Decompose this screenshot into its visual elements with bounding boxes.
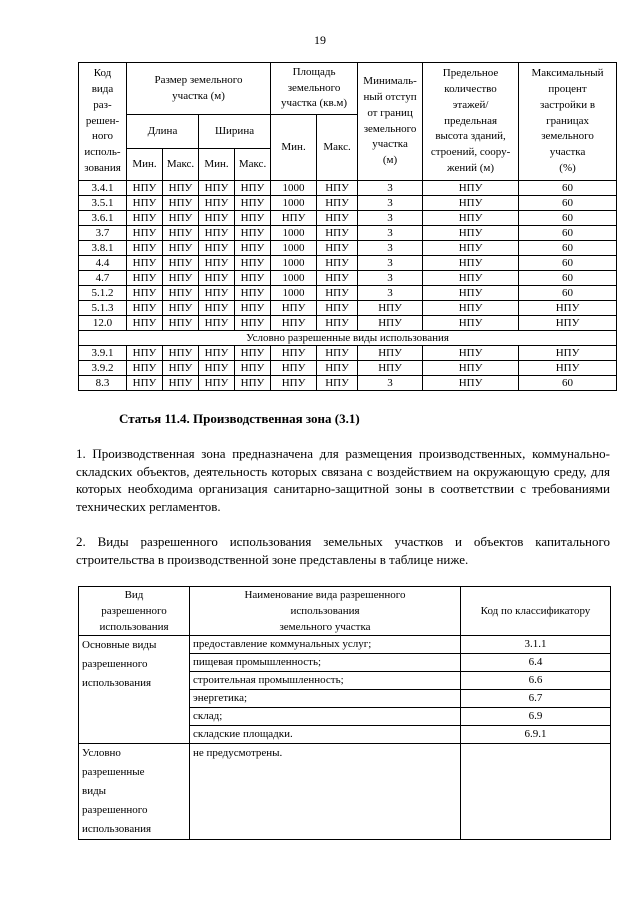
conditional-uses-row: Условно разрешенные виды использования	[79, 331, 617, 346]
table-cell: НПУ	[423, 226, 519, 241]
header-length: Длина	[127, 115, 199, 149]
table-cell: 3	[358, 256, 423, 271]
table-row	[79, 346, 617, 361]
table-row	[79, 196, 617, 211]
table-cell: 1000	[271, 241, 317, 256]
use-code-cell: 4.7	[79, 271, 127, 286]
use-code-cell: 8.3	[79, 376, 127, 391]
use-name-cell: строительная промышленность;	[190, 672, 461, 690]
table-row	[79, 241, 617, 256]
conditional-rows	[79, 346, 617, 391]
table-cell: НПУ	[423, 316, 519, 331]
table-cell: НПУ	[235, 286, 271, 301]
use-code-cell: 12.0	[79, 316, 127, 331]
table-cell: 1000	[271, 196, 317, 211]
use-code-cell: 5.1.2	[79, 286, 127, 301]
table-row	[79, 376, 617, 391]
conditional-uses-value: не предусмотрены.	[190, 744, 461, 840]
table-cell: 60	[519, 256, 617, 271]
table-cell: НПУ	[271, 211, 317, 226]
table-cell: НПУ	[235, 346, 271, 361]
classifier-code-cell: 6.4	[461, 654, 611, 672]
header-area: Площадь земельного участка (кв.м)	[271, 63, 358, 115]
table-cell: НПУ	[423, 211, 519, 226]
table-cell: НПУ	[317, 316, 358, 331]
table-cell: 3	[358, 286, 423, 301]
table-cell: НПУ	[423, 196, 519, 211]
table-cell: НПУ	[199, 271, 235, 286]
table-cell: 3	[358, 226, 423, 241]
parameters-table	[78, 62, 617, 391]
table-row	[79, 286, 617, 301]
table-cell: НПУ	[271, 301, 317, 316]
table-cell: НПУ	[199, 346, 235, 361]
table-cell: НПУ	[317, 241, 358, 256]
header-setback: Минималь- ный отступ от границ земельного участка (м)	[358, 63, 423, 181]
article-heading: Статья 11.4. Производственная зона (3.1)	[119, 411, 360, 426]
table-cell: НПУ	[423, 286, 519, 301]
table-cell: НПУ	[163, 346, 199, 361]
table-cell: 3	[358, 196, 423, 211]
table-cell: НПУ	[235, 196, 271, 211]
table-cell: НПУ	[317, 361, 358, 376]
table-cell: НПУ	[163, 256, 199, 271]
table-cell: 60	[519, 196, 617, 211]
use-code-cell: 3.8.1	[79, 241, 127, 256]
table-cell: НПУ	[317, 376, 358, 391]
table-cell: 60	[519, 241, 617, 256]
table-cell: 1000	[271, 271, 317, 286]
table-cell: НПУ	[127, 196, 163, 211]
table-cell: НПУ	[317, 256, 358, 271]
table-cell: НПУ	[235, 361, 271, 376]
table-cell: НПУ	[235, 181, 271, 196]
table-row	[79, 636, 611, 654]
table-cell: НПУ	[199, 211, 235, 226]
table-cell: НПУ	[423, 256, 519, 271]
table-cell: НПУ	[127, 181, 163, 196]
table-cell: 60	[519, 181, 617, 196]
classifier-code-cell: 3.1.1	[461, 636, 611, 654]
header-use-name: Наименование вида разрешенного использования земельного участка	[190, 587, 461, 636]
use-code-cell: 4.4	[79, 256, 127, 271]
table-cell: НПУ	[163, 376, 199, 391]
table-cell: НПУ	[519, 361, 617, 376]
table-cell: НПУ	[423, 271, 519, 286]
table-cell: НПУ	[358, 316, 423, 331]
table-cell: НПУ	[519, 301, 617, 316]
table-cell: 60	[519, 376, 617, 391]
table-cell: НПУ	[423, 376, 519, 391]
header-floors: Предельное количество этажей/ предельная высота зданий, строений, соору- жений (м)	[423, 63, 519, 181]
table-cell: НПУ	[127, 241, 163, 256]
paragraph-1: 1. Производственная зона предназначена для размещения производственных, коммунально-складских объектов, деятельность которых связана с воздействием на окружающую среду, для которых необходима организация санитарно-защитной зоны в соответствии с требованиями технических регламентов.	[76, 446, 610, 514]
table-cell: НПУ	[199, 301, 235, 316]
table-cell: НПУ	[271, 376, 317, 391]
table-cell: НПУ	[423, 181, 519, 196]
table-cell: НПУ	[127, 361, 163, 376]
table-cell: НПУ	[235, 376, 271, 391]
table-cell: 60	[519, 211, 617, 226]
table-cell: НПУ	[235, 256, 271, 271]
table-cell: НПУ	[199, 226, 235, 241]
table-cell: 3	[358, 376, 423, 391]
table-cell: 1000	[271, 286, 317, 301]
table-cell: НПУ	[235, 226, 271, 241]
main-uses-label: Основные виды разрешенного использования	[79, 636, 190, 744]
table-cell: 1000	[271, 181, 317, 196]
use-code-cell: 3.4.1	[79, 181, 127, 196]
use-name-cell: предоставление коммунальных услуг;	[190, 636, 461, 654]
table-cell: НПУ	[317, 286, 358, 301]
conditional-uses-label: Условно разрешенные виды разрешенного использования	[79, 744, 190, 840]
table-cell: 60	[519, 226, 617, 241]
table-cell: НПУ	[127, 301, 163, 316]
table-cell: НПУ	[127, 211, 163, 226]
table-cell: 60	[519, 286, 617, 301]
table-cell: НПУ	[199, 196, 235, 211]
table-cell: НПУ	[519, 346, 617, 361]
table-cell: НПУ	[271, 361, 317, 376]
table-row	[79, 256, 617, 271]
header-use-type: Вид разрешенного использования	[79, 587, 190, 636]
table-row	[79, 226, 617, 241]
table-cell: НПУ	[423, 301, 519, 316]
table-cell: НПУ	[519, 316, 617, 331]
table-cell: НПУ	[163, 286, 199, 301]
table-cell: НПУ	[163, 196, 199, 211]
table-cell: НПУ	[358, 346, 423, 361]
table-cell: НПУ	[235, 211, 271, 226]
table-row	[79, 181, 617, 196]
table-cell: НПУ	[127, 346, 163, 361]
table-row	[79, 361, 617, 376]
table-cell: НПУ	[423, 346, 519, 361]
table-cell: НПУ	[199, 316, 235, 331]
table-cell: НПУ	[423, 241, 519, 256]
use-name-cell: склад;	[190, 708, 461, 726]
table-cell: НПУ	[127, 316, 163, 331]
use-name-cell: пищевая промышленность;	[190, 654, 461, 672]
table-cell: 3	[358, 211, 423, 226]
table-cell: НПУ	[317, 271, 358, 286]
paragraph-2: 2. Виды разрешенного использования земельных участков и объектов капитального строительства в производственной зоне представлены в таблице ниже.	[76, 534, 610, 567]
table-cell: НПУ	[358, 361, 423, 376]
use-name-cell: складские площадки.	[190, 726, 461, 744]
table-cell: НПУ	[127, 286, 163, 301]
header-area-min: Мин.	[271, 115, 317, 181]
table-cell: 1000	[271, 226, 317, 241]
use-code-cell: 3.5.1	[79, 196, 127, 211]
table-cell: НПУ	[163, 271, 199, 286]
header-width: Ширина	[199, 115, 271, 149]
use-name-cell: энергетика;	[190, 690, 461, 708]
table-cell: НПУ	[163, 226, 199, 241]
classifier-code-cell: 6.9	[461, 708, 611, 726]
table-cell: НПУ	[358, 301, 423, 316]
use-code-cell: 5.1.3	[79, 301, 127, 316]
table-cell: НПУ	[317, 181, 358, 196]
table-cell: НПУ	[163, 301, 199, 316]
table-cell: НПУ	[127, 271, 163, 286]
table-cell: НПУ	[423, 361, 519, 376]
main-uses	[79, 636, 611, 744]
table-cell: НПУ	[199, 376, 235, 391]
table-cell: НПУ	[317, 346, 358, 361]
table-cell: 3	[358, 181, 423, 196]
table-cell: НПУ	[127, 226, 163, 241]
header-width-max: Макс.	[235, 149, 271, 181]
header-coverage: Максимальный процент застройки в границах земельного участка (%)	[519, 63, 617, 181]
table-cell: НПУ	[199, 286, 235, 301]
table-cell: НПУ	[235, 316, 271, 331]
table-cell: НПУ	[235, 271, 271, 286]
classifier-code-cell: 6.7	[461, 690, 611, 708]
classifier-code-cell: 6.9.1	[461, 726, 611, 744]
main-rows	[79, 181, 617, 331]
table-cell: НПУ	[163, 361, 199, 376]
header-length-max: Макс.	[163, 149, 199, 181]
use-code-cell: 3.9.2	[79, 361, 127, 376]
table-cell: НПУ	[127, 256, 163, 271]
use-code-cell: 3.9.1	[79, 346, 127, 361]
conditional-uses-code	[461, 744, 611, 840]
table-cell: 1000	[271, 256, 317, 271]
header-classifier-code: Код по классификатору	[461, 587, 611, 636]
table-row	[79, 211, 617, 226]
table-cell: 60	[519, 271, 617, 286]
table-cell: НПУ	[163, 181, 199, 196]
table-cell: НПУ	[199, 241, 235, 256]
page-number: 19	[314, 33, 326, 47]
table-cell: НПУ	[317, 196, 358, 211]
use-code-cell: 3.6.1	[79, 211, 127, 226]
table-cell: НПУ	[199, 181, 235, 196]
table-cell: НПУ	[127, 376, 163, 391]
table-row	[79, 301, 617, 316]
table-cell: НПУ	[317, 211, 358, 226]
header-size: Размер земельного участка (м)	[127, 63, 271, 115]
table-cell: 3	[358, 241, 423, 256]
header-width-min: Мин.	[199, 149, 235, 181]
table-cell: НПУ	[163, 211, 199, 226]
header-length-min: Мин.	[127, 149, 163, 181]
table-cell: НПУ	[235, 301, 271, 316]
table-row	[79, 271, 617, 286]
header-area-max: Макс.	[317, 115, 358, 181]
table-cell: НПУ	[199, 256, 235, 271]
table-cell: НПУ	[317, 226, 358, 241]
table-cell: 3	[358, 271, 423, 286]
classifier-code-cell: 6.6	[461, 672, 611, 690]
table-cell: НПУ	[271, 346, 317, 361]
table-cell: НПУ	[317, 301, 358, 316]
header-code: Код вида раз- решен- ного исполь- зования	[79, 63, 127, 181]
table-cell: НПУ	[235, 241, 271, 256]
uses-table	[78, 586, 611, 840]
table-cell: НПУ	[163, 316, 199, 331]
table-row	[79, 316, 617, 331]
table-cell: НПУ	[271, 316, 317, 331]
table-cell: НПУ	[199, 361, 235, 376]
use-code-cell: 3.7	[79, 226, 127, 241]
table-cell: НПУ	[163, 241, 199, 256]
